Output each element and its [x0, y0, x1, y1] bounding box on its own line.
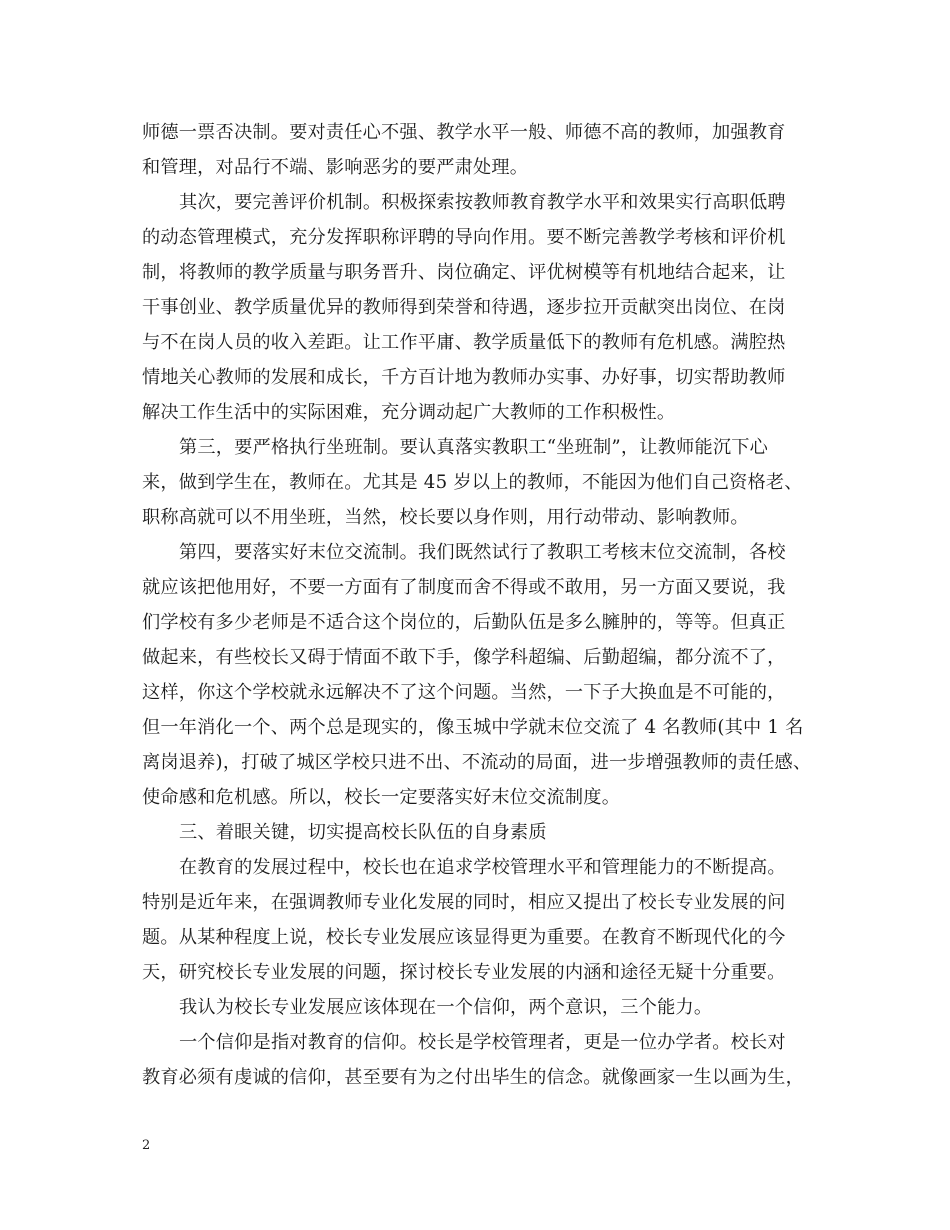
text-line: 第三，要严格执行坐班制。要认真落实教职工“坐班制”，让教师能沉下心	[179, 437, 769, 458]
text-line: 制，将教师的教学质量与职务晋升、岗位确定、评优树模等有机地结合起来，让	[142, 262, 786, 283]
text-line: 离岗退养)，打破了城区学校只进不出、不流动的局面，进一步增强教师的责任感、	[142, 752, 812, 773]
text-line: 干事创业、教学质量优异的教师得到荣誉和待遇，逐步拉开贡献突出岗位、在岗	[142, 297, 786, 318]
text-line: 师德一票否决制。要对责任心不强、教学水平一般、师德不高的教师，加强教育	[142, 122, 786, 143]
text-line: 们学校有多少老师是不适合这个岗位的，后勤队伍是多么臃肿的，等等。但真正	[142, 612, 786, 633]
text-line: 和管理，对品行不端、影响恶劣的要严肃处理。	[142, 157, 529, 178]
text-line: 情地关心教师的发展和成长，千方百计地为教师办实事、办好事，切实帮助教师	[142, 367, 786, 388]
text-line: 第四，要落实好末位交流制。我们既然试行了教职工考核末位交流制，各校	[179, 542, 786, 563]
text-line: 使命感和危机感。所以，校长一定要落实好末位交流制度。	[142, 787, 621, 808]
text-line: 职称高就可以不用坐班，当然，校长要以身作则，用行动带动、影响教师。	[142, 507, 749, 528]
text-line: 特别是近年来，在强调教师专业化发展的同时，相应又提出了校长专业发展的问	[142, 892, 786, 913]
text-line: 与不在岗人员的收入差距。让工作平庸、教学质量低下的教师有危机感。满腔热	[142, 332, 786, 353]
text-line: 但一年消化一个、两个总是现实的，像玉城中学就末位交流了 4 名教师(其中 1 名	[142, 717, 804, 738]
text-line: 其次，要完善评价机制。积极探索按教师教育教学水平和效果实行高职低聘	[179, 192, 786, 213]
text-line: 做起来，有些校长又碍于情面不敢下手，像学科超编、后勤超编，都分流不了，	[142, 647, 786, 668]
text-line: 我认为校长专业发展应该体现在一个信仰，两个意识，三个能力。	[179, 997, 713, 1018]
text-line: 解决工作生活中的实际困难，充分调动起广大教师的工作积极性。	[142, 402, 676, 423]
text-line: 在教育的发展过程中，校长也在追求学校管理水平和管理能力的不断提高。	[179, 857, 786, 878]
text-line: 天，研究校长专业发展的问题，探讨校长专业发展的内涵和途径无疑十分重要。	[142, 962, 786, 983]
text-line: 三、着眼关键，切实提高校长队伍的自身素质	[179, 822, 547, 843]
text-line: 就应该把他用好，不要一方面有了制度而舍不得或不敢用，另一方面又要说，我	[142, 577, 786, 598]
text-line: 这样，你这个学校就永远解决不了这个问题。当然，一下子大换血是不可能的，	[142, 682, 786, 703]
page-number: 2	[142, 1138, 151, 1153]
text-line: 一个信仰是指对教育的信仰。校长是学校管理者，更是一位办学者。校长对	[179, 1032, 786, 1053]
text-line: 的动态管理模式，充分发挥职称评聘的导向作用。要不断完善教学考核和评价机	[142, 227, 786, 248]
body-text	[142, 115, 814, 1095]
text-line: 来，做到学生在，教师在。尤其是 45 岁以上的教师，不能因为他们自己资格老、	[142, 472, 803, 493]
text-line: 教育必须有虔诚的信仰，甚至要有为之付出毕生的信念。就像画家一生以画为生，	[142, 1067, 804, 1088]
text-line: 题。从某种程度上说，校长专业发展应该显得更为重要。在教育不断现代化的今	[142, 927, 786, 948]
